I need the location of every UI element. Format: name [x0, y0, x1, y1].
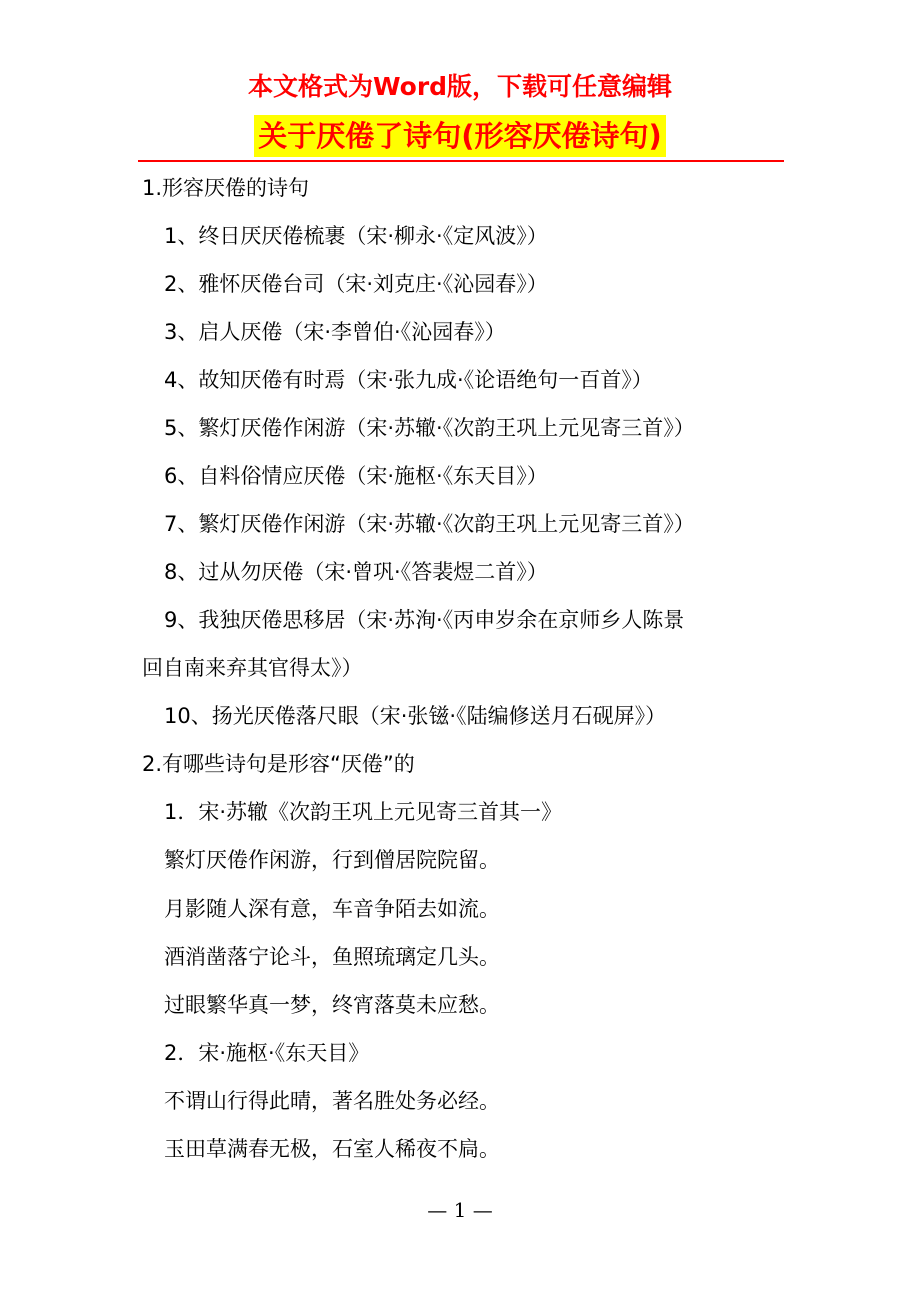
list-item: 6、自料俗情应厌倦（宋·施枢·《东天目》）	[164, 464, 548, 488]
title-container	[0, 115, 920, 157]
poem-line: 繁灯厌倦作闲游，行到僧居院院留。	[164, 848, 500, 872]
list-item: 1、终日厌厌倦梳裹（宋·柳永·《定风波》）	[164, 224, 548, 248]
poem-line: 过眼繁华真一梦，终宵落莫未应愁。	[164, 993, 500, 1017]
section-heading: 2.有哪些诗句是形容“厌倦”的	[142, 752, 415, 776]
section-heading: 1.形容厌倦的诗句	[142, 176, 310, 200]
poem-line: 玉田草满春无极，石室人稀夜不扃。	[164, 1137, 500, 1161]
poem-line: 月影随人深有意，车音争陌去如流。	[164, 897, 500, 921]
poem-line: 不谓山行得此晴，著名胜处务必经。	[164, 1089, 500, 1113]
list-item: 8、过从勿厌倦（宋·曾巩·《答裴煜二首》）	[164, 560, 548, 584]
list-item: 4、故知厌倦有时焉（宋·张九成·《论语绝句一百首》）	[164, 368, 653, 392]
document-title: 关于厌倦了诗句(形容厌倦诗句)	[254, 115, 666, 157]
poem-line: 酒消凿落宁论斗，鱼照琉璃定几头。	[164, 945, 500, 969]
list-item: 3、启人厌倦（宋·李曾伯·《沁园春》）	[164, 320, 506, 344]
list-item: 7、繁灯厌倦作闲游（宋·苏辙·《次韵王巩上元见寄三首》）	[164, 512, 695, 536]
list-item-continuation: 回自南来弃其官得太》）	[142, 656, 363, 680]
download-notice: 本文格式为Word版，下载可任意编辑	[247, 72, 673, 101]
list-item: 9、我独厌倦思移居（宋·苏洵·《丙申岁余在京师乡人陈景	[164, 608, 685, 632]
list-item: 5、繁灯厌倦作闲游（宋·苏辙·《次韵王巩上元见寄三首》）	[164, 416, 695, 440]
list-item: 2、雅怀厌倦台司（宋·刘克庄·《沁园春》）	[164, 272, 548, 296]
poem-title: 1．宋·苏辙《次韵王巩上元见寄三首其一》	[164, 800, 563, 824]
title-divider	[138, 160, 784, 162]
list-item: 10、扬光厌倦落尺眼（宋·张镃·《陆编修送月石砚屏》）	[164, 704, 667, 728]
page-number: — 1 —	[427, 1198, 493, 1222]
poem-title: 2．宋·施枢·《东天目》	[164, 1041, 370, 1065]
